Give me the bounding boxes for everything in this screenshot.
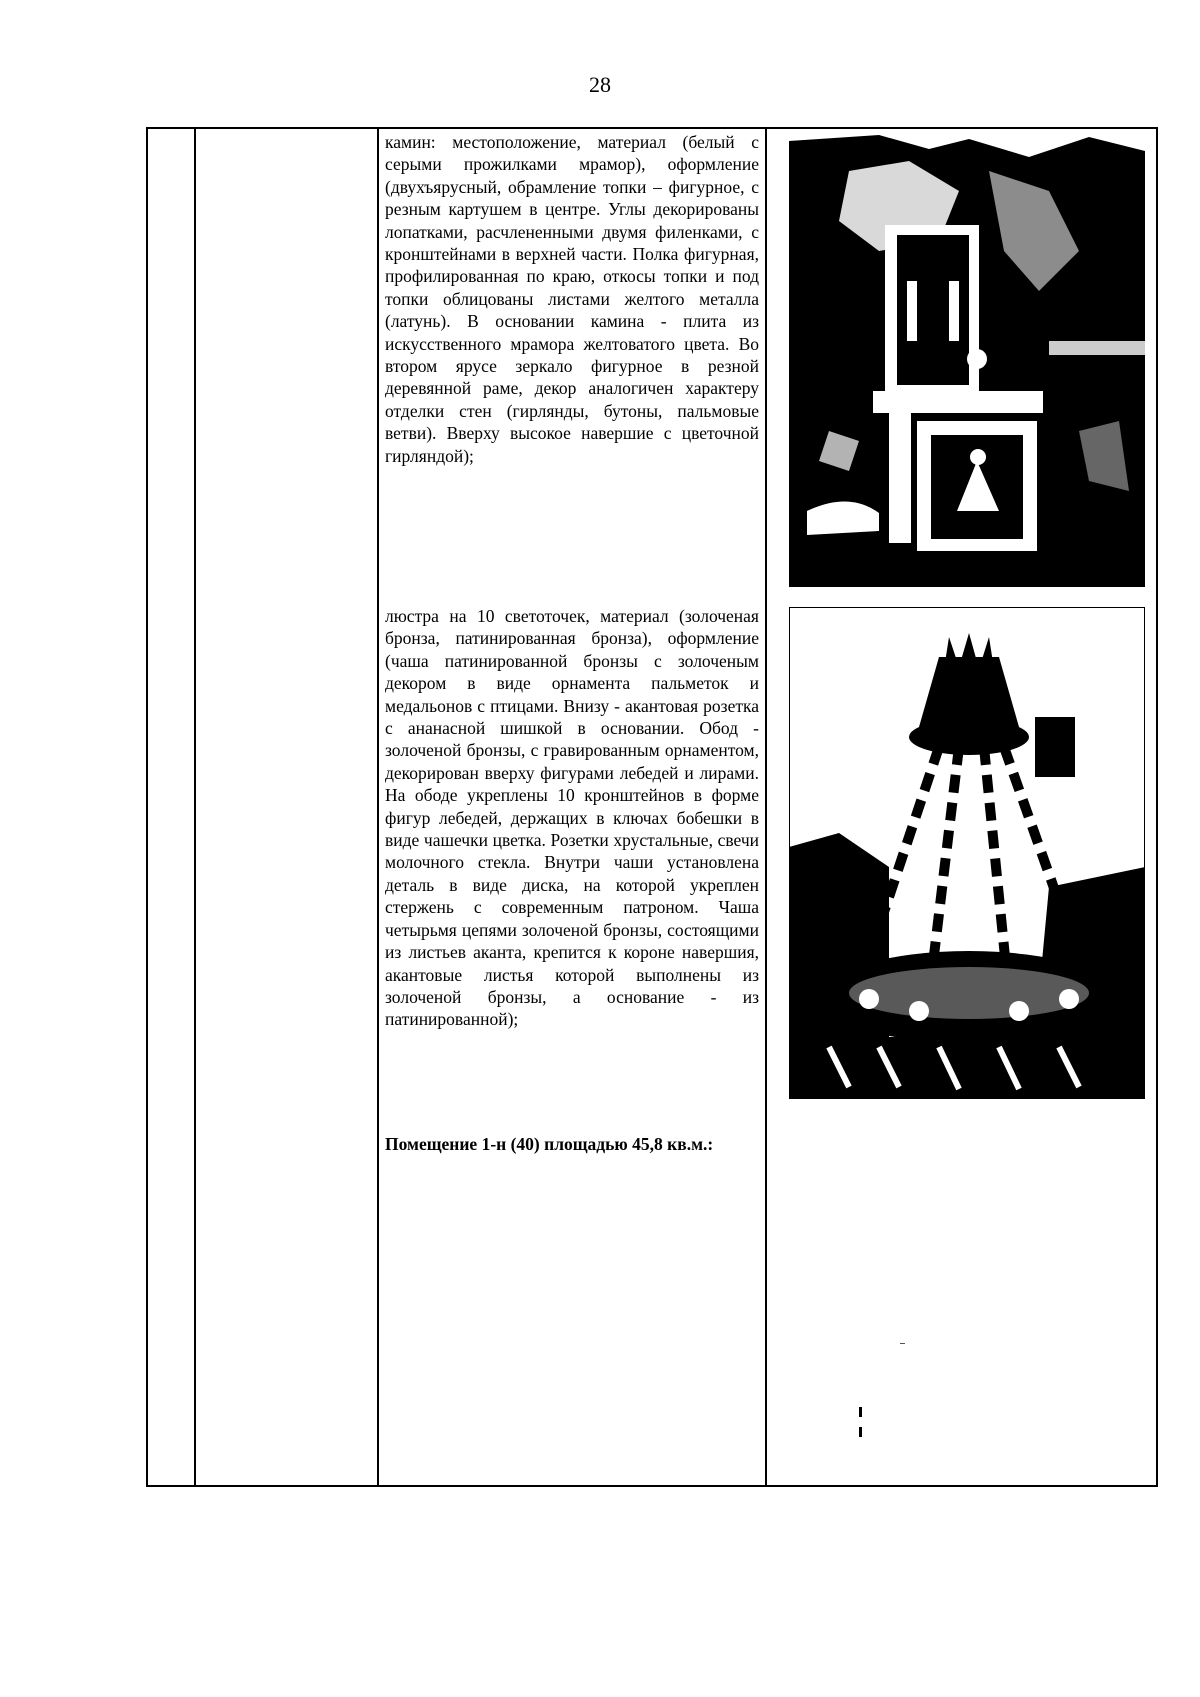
chandelier-description [385,605,759,1031]
column-divider [377,129,379,1485]
inventory-table [146,127,1158,1487]
fireplace-text: камин: местоположение, материал (белый с серыми прожилками мрамор), оформление (двухъярусный, обрамление топки – фигурное, с резным картушем в центре. Углы декорированы лопатками, расчлененными двумя филенками, с кронштейнами в верхней части. Полка фигурная, профилированная по краю, откосы топки и под топки облицованы листами желтого металла (латунь). В основании камина - плита из искусственного мрамора желтоватого цвета. Во втором ярусе зеркало фигурное в резной деревянной раме, декор аналогичен характеру отделки стен (гирлянды, бутоны, пальмовые ветви). Вверху высокое навершие с цветочной гирляндой); [385,132,759,466]
room-heading [385,1133,759,1155]
fireplace-description [385,131,759,467]
scan-mark [900,1343,905,1344]
fireplace-photo [789,131,1145,587]
column-divider [765,129,767,1485]
column-divider [194,129,196,1485]
chandelier-photo [789,607,1145,1099]
scan-mark [859,1427,862,1437]
chandelier-text: люстра на 10 светоточек, материал (золоченая бронза, патинированная бронза), оформление (чаша патинированной бронзы с золоченым декором в виде орнамента пальметок и медальонов с птицами. Внизу - акантовая розетка с ананасной шишкой в основании. Обод - золоченой бронзы, с гравированным орнаментом, декорирован вверху фигурами лебедей и лирами. На ободе укреплены 10 кронштейнов в форме фигур лебедей, держащих в ключах бобешки в виде чашечки цветка. Розетки хрустальные, свечи молочного стекла. Внутри чаши установлена деталь в виде диска, на которой укреплен стержень с современным патроном. Чаша четырьмя цепями золоченой бронзы, состоящими из листьев аканта, крепится к короне навершия, акантовые листья которой выполнены из золоченой бронзы, а основание - из патинированной); [385,606,759,1030]
page-number: 28 [589,72,611,97]
scan-mark [859,1407,862,1417]
room-heading-text: Помещение 1-н (40) площадью 45,8 кв.м.: [385,1134,714,1154]
